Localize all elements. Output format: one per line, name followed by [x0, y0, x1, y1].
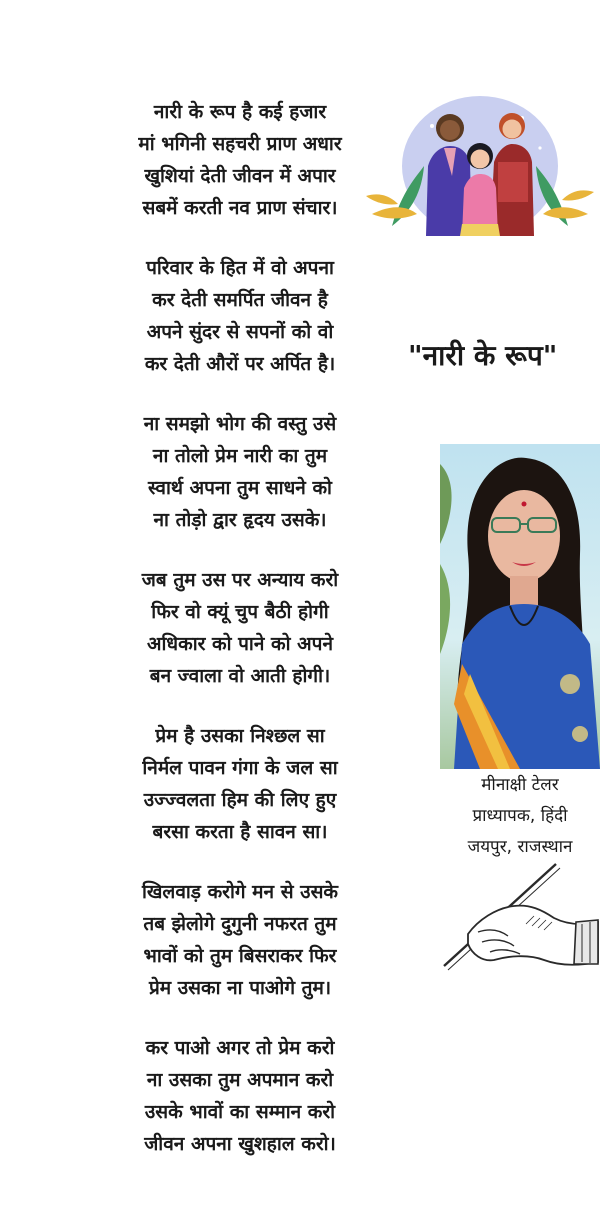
poem-line: उसके भावों का सम्मान करो	[144, 1101, 336, 1123]
poem-line: बन ज्वाला वो आती होगी।	[149, 665, 331, 687]
poem-stanza	[100, 564, 380, 692]
poem-stanza	[100, 720, 380, 848]
poem-line: निर्मल पावन गंगा के जल सा	[142, 757, 338, 779]
poem-stanza	[100, 408, 380, 536]
poem-line: जब तुम उस पर अन्याय करो	[141, 569, 339, 591]
poem-line: जीवन अपना खुशहाल करो।	[144, 1133, 336, 1155]
poem-line: कर देती औरों पर अर्पित है।	[144, 353, 336, 375]
author-info	[440, 770, 600, 863]
poem-line: खुशियां देती जीवन में अपार	[144, 165, 336, 187]
poem-line: स्वार्थ अपना तुम साधने को	[148, 477, 332, 499]
poem-line: खिलवाड़ करोगे मन से उसके	[141, 881, 339, 903]
poem-line: अपने सुंदर से सपनों को वो	[146, 321, 334, 343]
poem-stanza	[100, 96, 380, 224]
poem-line: ना उसका तुम अपमान करो	[146, 1069, 334, 1091]
poem-stanza	[100, 1032, 380, 1160]
poem-stanza	[100, 876, 380, 1004]
poem-line: सबमें करती नव प्राण संचार।	[142, 197, 338, 219]
poem-line: परिवार के हित में वो अपना	[146, 257, 334, 279]
author-location: जयपुर, राजस्थान	[467, 837, 573, 857]
poem-line: फिर वो क्यूं चुप बैठी होगी	[151, 601, 329, 623]
poem-line: अधिकार को पाने को अपने	[146, 633, 333, 655]
poem-line: तब झेलोगे दुगुनी नफरत तुम	[143, 913, 337, 935]
author-designation: प्राध्यापक, हिंदी	[472, 806, 568, 826]
poem-line: ना तोलो प्रेम नारी का तुम	[152, 445, 328, 467]
poem-line: मां भगिनी सहचरी प्राण अधार	[138, 133, 342, 155]
poem-body	[100, 96, 380, 1188]
poem-line: प्रेम उसका ना पाओगे तुम।	[148, 977, 332, 999]
author-name: मीनाक्षी टेलर	[481, 775, 559, 795]
poem-title: "नारी के रूप"	[408, 339, 558, 372]
poem-line: भावों को तुम बिसराकर फिर	[143, 945, 337, 967]
women-group-illustration-icon	[362, 96, 598, 236]
poem-line: कर देती समर्पित जीवन है	[152, 289, 328, 311]
poem-line: उज्ज्वलता हिम की लिए हुए	[143, 789, 337, 811]
poem-line: नारी के रूप है कई हजार	[153, 101, 327, 123]
poem-line: कर पाओ अगर तो प्रेम करो	[145, 1037, 335, 1059]
author-photo-icon	[440, 444, 600, 769]
poem-line: बरसा करता है सावन सा।	[152, 821, 328, 843]
poem-line: ना समझो भोग की वस्तु उसे	[143, 413, 337, 435]
poem-stanza	[100, 252, 380, 380]
poem-line: ना तोड़ो द्वार हृदय उसके।	[153, 509, 327, 531]
hand-writing-pen-icon	[438, 862, 600, 974]
poem-line: प्रेम है उसका निश्छल सा	[155, 725, 325, 747]
